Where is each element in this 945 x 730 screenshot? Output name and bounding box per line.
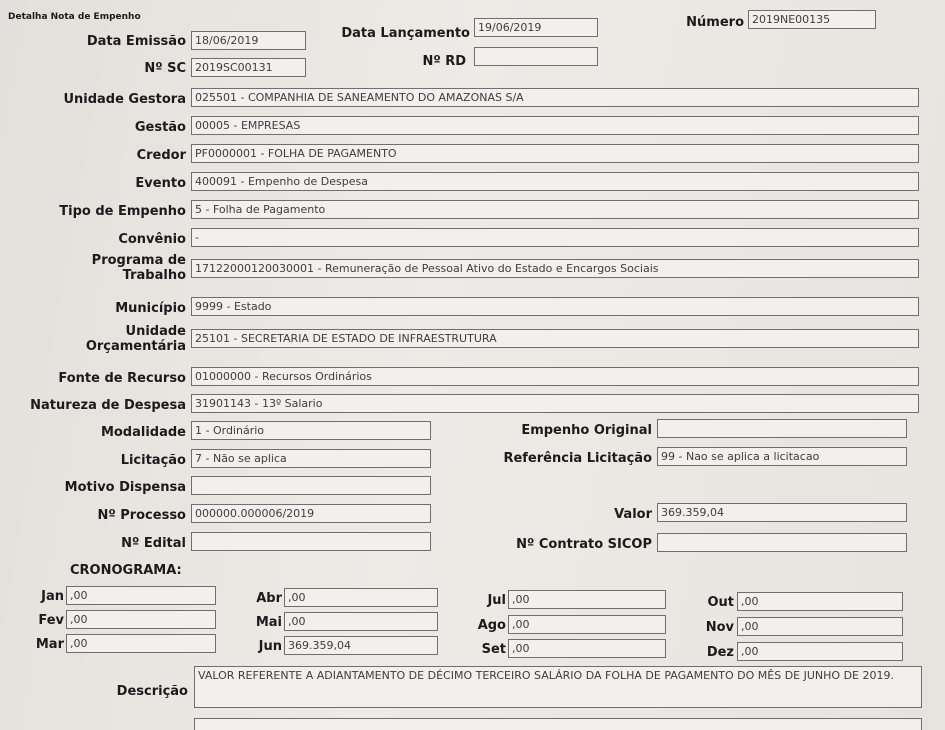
n-rd-field[interactable] <box>474 47 598 66</box>
month-nov-label: Nov <box>705 620 734 635</box>
data-emissao-label: Data Emissão <box>86 34 186 49</box>
motivo-dispensa-label: Motivo Dispensa <box>64 480 186 495</box>
empenho-original-label: Empenho Original <box>521 423 652 438</box>
licitacao-field[interactable]: 7 - Não se aplica <box>191 449 431 468</box>
modalidade-field[interactable]: 1 - Ordinário <box>191 421 431 440</box>
n-contrato-field[interactable] <box>657 533 907 552</box>
next-field-partial[interactable] <box>194 718 922 730</box>
n-edital-label: Nº Edital <box>121 536 186 551</box>
form-title: Detalha Nota de Empenho <box>8 12 141 22</box>
month-fev-label: Fev <box>38 613 64 628</box>
month-fev-field[interactable]: ,00 <box>66 610 216 629</box>
month-abr-field[interactable]: ,00 <box>284 588 438 607</box>
fonte-recurso-field[interactable]: 01000000 - Recursos Ordinários <box>191 367 919 386</box>
month-out-label: Out <box>707 595 734 610</box>
valor-field[interactable]: 369.359,04 <box>657 503 907 522</box>
n-sc-label: Nº SC <box>144 61 186 76</box>
unidade-orcamentaria-label: Unidade Orçamentária <box>85 324 186 354</box>
month-out-field[interactable]: ,00 <box>737 592 903 611</box>
municipio-field[interactable]: 9999 - Estado <box>191 297 919 316</box>
month-dez-field[interactable]: ,00 <box>737 642 903 661</box>
unidade-orcamentaria-field[interactable]: 25101 - SECRETARIA DE ESTADO DE INFRAESTRUTURA <box>191 329 919 348</box>
month-jun-field[interactable]: 369.359,04 <box>284 636 438 655</box>
month-jul-label: Jul <box>487 593 506 608</box>
referencia-licitacao-label: Referência Licitação <box>503 451 652 466</box>
month-ago-label: Ago <box>477 618 506 633</box>
month-mai-field[interactable]: ,00 <box>284 612 438 631</box>
month-nov-field[interactable]: ,00 <box>737 617 903 636</box>
month-dez-label: Dez <box>706 645 734 660</box>
data-emissao-field[interactable]: 18/06/2019 <box>191 31 306 50</box>
evento-field[interactable]: 400091 - Empenho de Despesa <box>191 172 919 191</box>
programa-trabalho-field[interactable]: 17122000120030001 - Remuneração de Pessoal Ativo do Estado e Encargos Sociais <box>191 259 919 278</box>
data-lancamento-field[interactable]: 19/06/2019 <box>474 18 598 37</box>
n-processo-field[interactable]: 000000.000006/2019 <box>191 504 431 523</box>
month-mar-field[interactable]: ,00 <box>66 634 216 653</box>
unidade-gestora-field[interactable]: 025501 - COMPANHIA DE SANEAMENTO DO AMAZONAS S/A <box>191 88 919 107</box>
month-mar-label: Mar <box>35 637 64 652</box>
tipo-empenho-field[interactable]: 5 - Folha de Pagamento <box>191 200 919 219</box>
gestao-field[interactable]: 00005 - EMPRESAS <box>191 116 919 135</box>
gestao-label: Gestão <box>134 120 186 135</box>
valor-label: Valor <box>614 507 652 522</box>
cronograma-title: CRONOGRAMA: <box>70 563 182 578</box>
month-jul-field[interactable]: ,00 <box>508 590 666 609</box>
n-rd-label: Nº RD <box>422 54 466 69</box>
fonte-recurso-label: Fonte de Recurso <box>58 371 186 386</box>
month-jan-label: Jan <box>41 589 64 604</box>
month-jan-field[interactable]: ,00 <box>66 586 216 605</box>
month-mai-label: Mai <box>255 615 282 630</box>
evento-label: Evento <box>135 176 186 191</box>
credor-label: Credor <box>136 148 186 163</box>
n-edital-field[interactable] <box>191 532 431 551</box>
month-jun-label: Jun <box>258 639 282 654</box>
unidade-gestora-label: Unidade Gestora <box>63 92 186 107</box>
municipio-label: Município <box>115 301 186 316</box>
n-sc-field[interactable]: 2019SC00131 <box>191 58 306 77</box>
month-set-label: Set <box>481 642 506 657</box>
month-set-field[interactable]: ,00 <box>508 639 666 658</box>
modalidade-label: Modalidade <box>100 425 186 440</box>
natureza-despesa-field[interactable]: 31901143 - 13º Salario <box>191 394 919 413</box>
programa-trabalho-label: Programa de Trabalho <box>91 253 186 283</box>
numero-label: Número <box>686 15 744 30</box>
referencia-licitacao-field[interactable]: 99 - Nao se aplica a licitacao <box>657 447 907 466</box>
licitacao-label: Licitação <box>120 453 186 468</box>
motivo-dispensa-field[interactable] <box>191 476 431 495</box>
n-processo-label: Nº Processo <box>97 508 186 523</box>
natureza-despesa-label: Natureza de Despesa <box>30 398 186 413</box>
tipo-empenho-label: Tipo de Empenho <box>59 204 186 219</box>
data-lancamento-label: Data Lançamento <box>341 26 470 41</box>
convenio-label: Convênio <box>118 232 186 247</box>
empenho-original-field[interactable] <box>657 419 907 438</box>
numero-field[interactable]: 2019NE00135 <box>748 10 876 29</box>
month-abr-label: Abr <box>256 591 282 606</box>
descricao-field[interactable]: VALOR REFERENTE A ADIANTAMENTO DE DÉCIMO TERCEIRO SALÁRIO DA FOLHA DE PAGAMENTO DO MÊS DE JUNHO DE 2019. <box>194 666 922 708</box>
n-contrato-label: Nº Contrato SICOP <box>516 537 652 552</box>
descricao-label: Descrição <box>116 684 188 699</box>
month-ago-field[interactable]: ,00 <box>508 615 666 634</box>
convenio-field[interactable]: - <box>191 228 919 247</box>
credor-field[interactable]: PF0000001 - FOLHA DE PAGAMENTO <box>191 144 919 163</box>
